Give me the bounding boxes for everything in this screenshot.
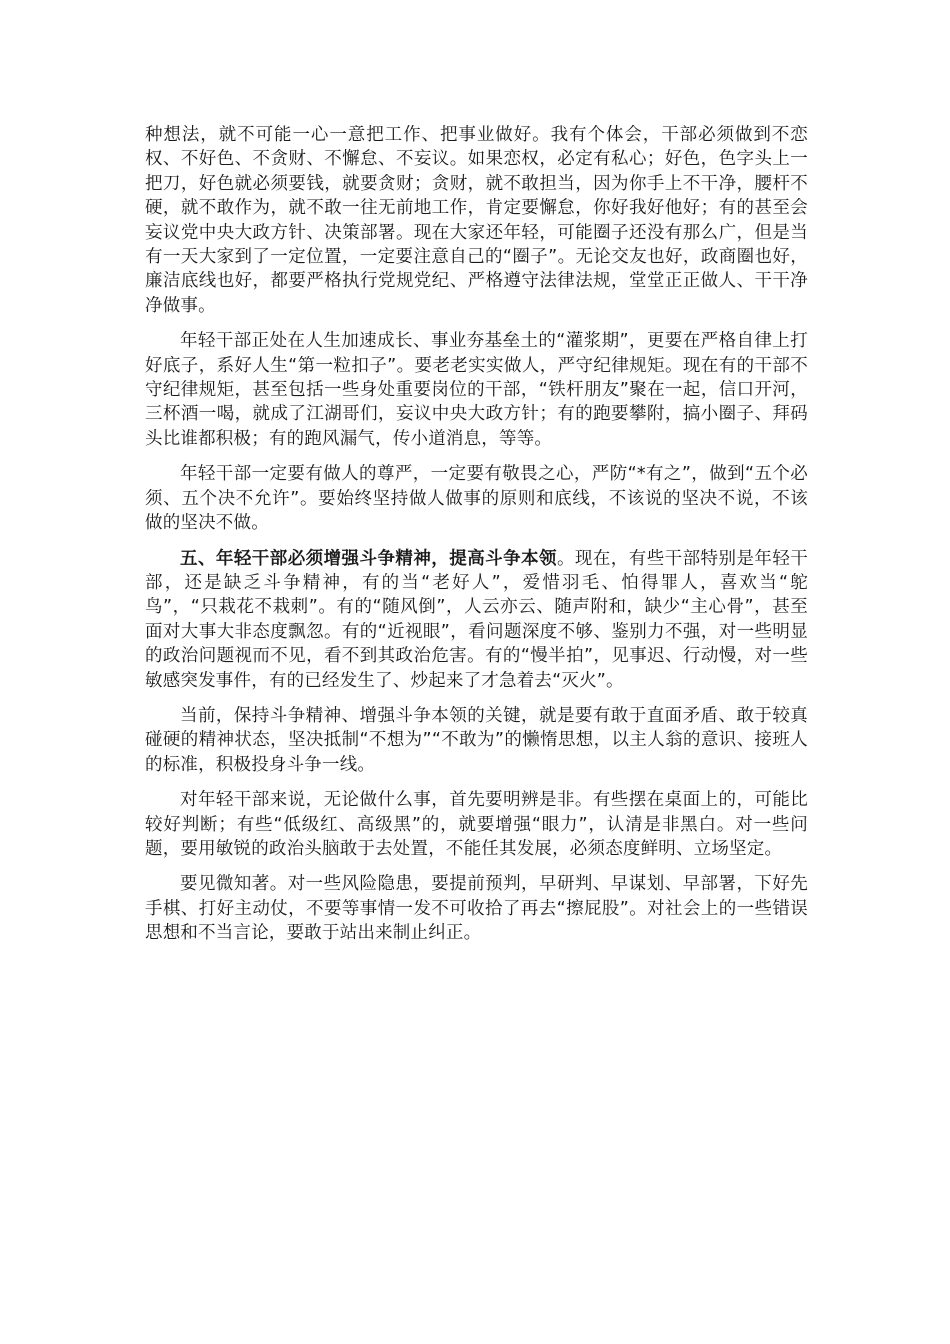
paragraph-2-text: 年轻干部正处在人生加速成长、事业夯基垒土的“灌浆期”，更要在严格自律上打好底子，系好人生“第一粒扣子”。要老老实实做人，严守纪律规矩。现在有的干部不守纪律规矩，甚至包括一些身处重要岗位的干部，“铁杆朋友”聚在一起，信口开河，三杯酒一喝，就成了江湖哥们，妄议中央大政方针；有的跑要攀附，搞小圈子、拜码头比谁都积极；有的跑风漏气，传小道消息，等等。	[145, 331, 808, 449]
paragraph-2	[145, 329, 808, 451]
section-heading: 五、年轻干部必须增强斗争精神，提高斗争本领	[180, 548, 557, 569]
paragraph-6	[145, 788, 808, 861]
paragraph-3-text: 年轻干部一定要有做人的尊严，一定要有敬畏之心，严防“*有之”，做到“五个必须、五个决不允许”。要始终坚持做人做事的原则和底线，不该说的坚决不说，不该做的坚决不做。	[145, 464, 808, 534]
paragraph-1-text: 种想法，就不可能一心一意把工作、把事业做好。我有个体会，干部必须做到不恋权、不好色、不贪财、不懈怠、不妄议。如果恋权，必定有私心；好色，色字头上一把刀，好色就必须要钱，就要贪财；贪财，就不敢担当，因为你手上不干净，腰杆不硬，就不敢作为，就不敢一往无前地工作，肯定要懈怠，你好我好他好；有的甚至会妄议党中央大政方针、决策部署。现在大家还年轻，可能圈子还没有那么广，但是当有一天大家到了一定位置，一定要注意自己的“圈子”。无论交友也好，政商圈也好，廉洁底线也好，都要严格执行党规党纪、严格遵守法律法规，堂堂正正做人、干干净净做事。	[145, 125, 808, 316]
paragraph-5	[145, 704, 808, 777]
paragraph-6-text: 对年轻干部来说，无论做什么事，首先要明辨是非。有些摆在桌面上的，可能比较好判断；有些“低级红、高级黑”的，就要增强“眼力”，认清是非黑白。对一些问题，要用敏锐的政治头脑敢于去处置，不能任其发展，必须态度鲜明、立场坚定。	[145, 790, 808, 859]
paragraph-4	[145, 547, 808, 693]
paragraph-1	[145, 123, 808, 318]
paragraph-7-text: 要见微知著。对一些风险隐患，要提前预判，早研判、早谋划、早部署，下好先手棋、打好主动仗，不要等事情一发不可收拾了再去“擦屁股”。对社会上的一些错误思想和不当言论，要敢于站出来制止纠正。	[145, 874, 808, 944]
document-body	[145, 123, 808, 957]
paragraph-5-text: 当前，保持斗争精神、增强斗争本领的关键，就是要有敢于直面矛盾、敢于较真碰硬的精神状态，坚决抵制“不想为”“不敢为”的懒惰思想，以主人翁的意识、接班人的标准，积极投身斗争一线。	[145, 705, 808, 775]
paragraph-7	[145, 872, 808, 945]
paragraph-3	[145, 462, 808, 535]
paragraph-4-text: 。现在，有些干部特别是年轻干部，还是缺乏斗争精神，有的当“老好人”，爱惜羽毛、怕得罪人，喜欢当“鸵鸟”，“只栽花不栽刺”。有的“随风倒”，人云亦云、随声附和，缺少“主心骨”，甚至面对大事大非态度飘忽。有的“近视眼”，看问题深度不够、鉴别力不强，对一些明显的政治问题视而不见，看不到其政治危害。有的“慢半拍”，见事迟、行动慢，对一些敏感突发事件，有的已经发生了、炒起来了才急着去“灭火”。	[145, 548, 808, 691]
